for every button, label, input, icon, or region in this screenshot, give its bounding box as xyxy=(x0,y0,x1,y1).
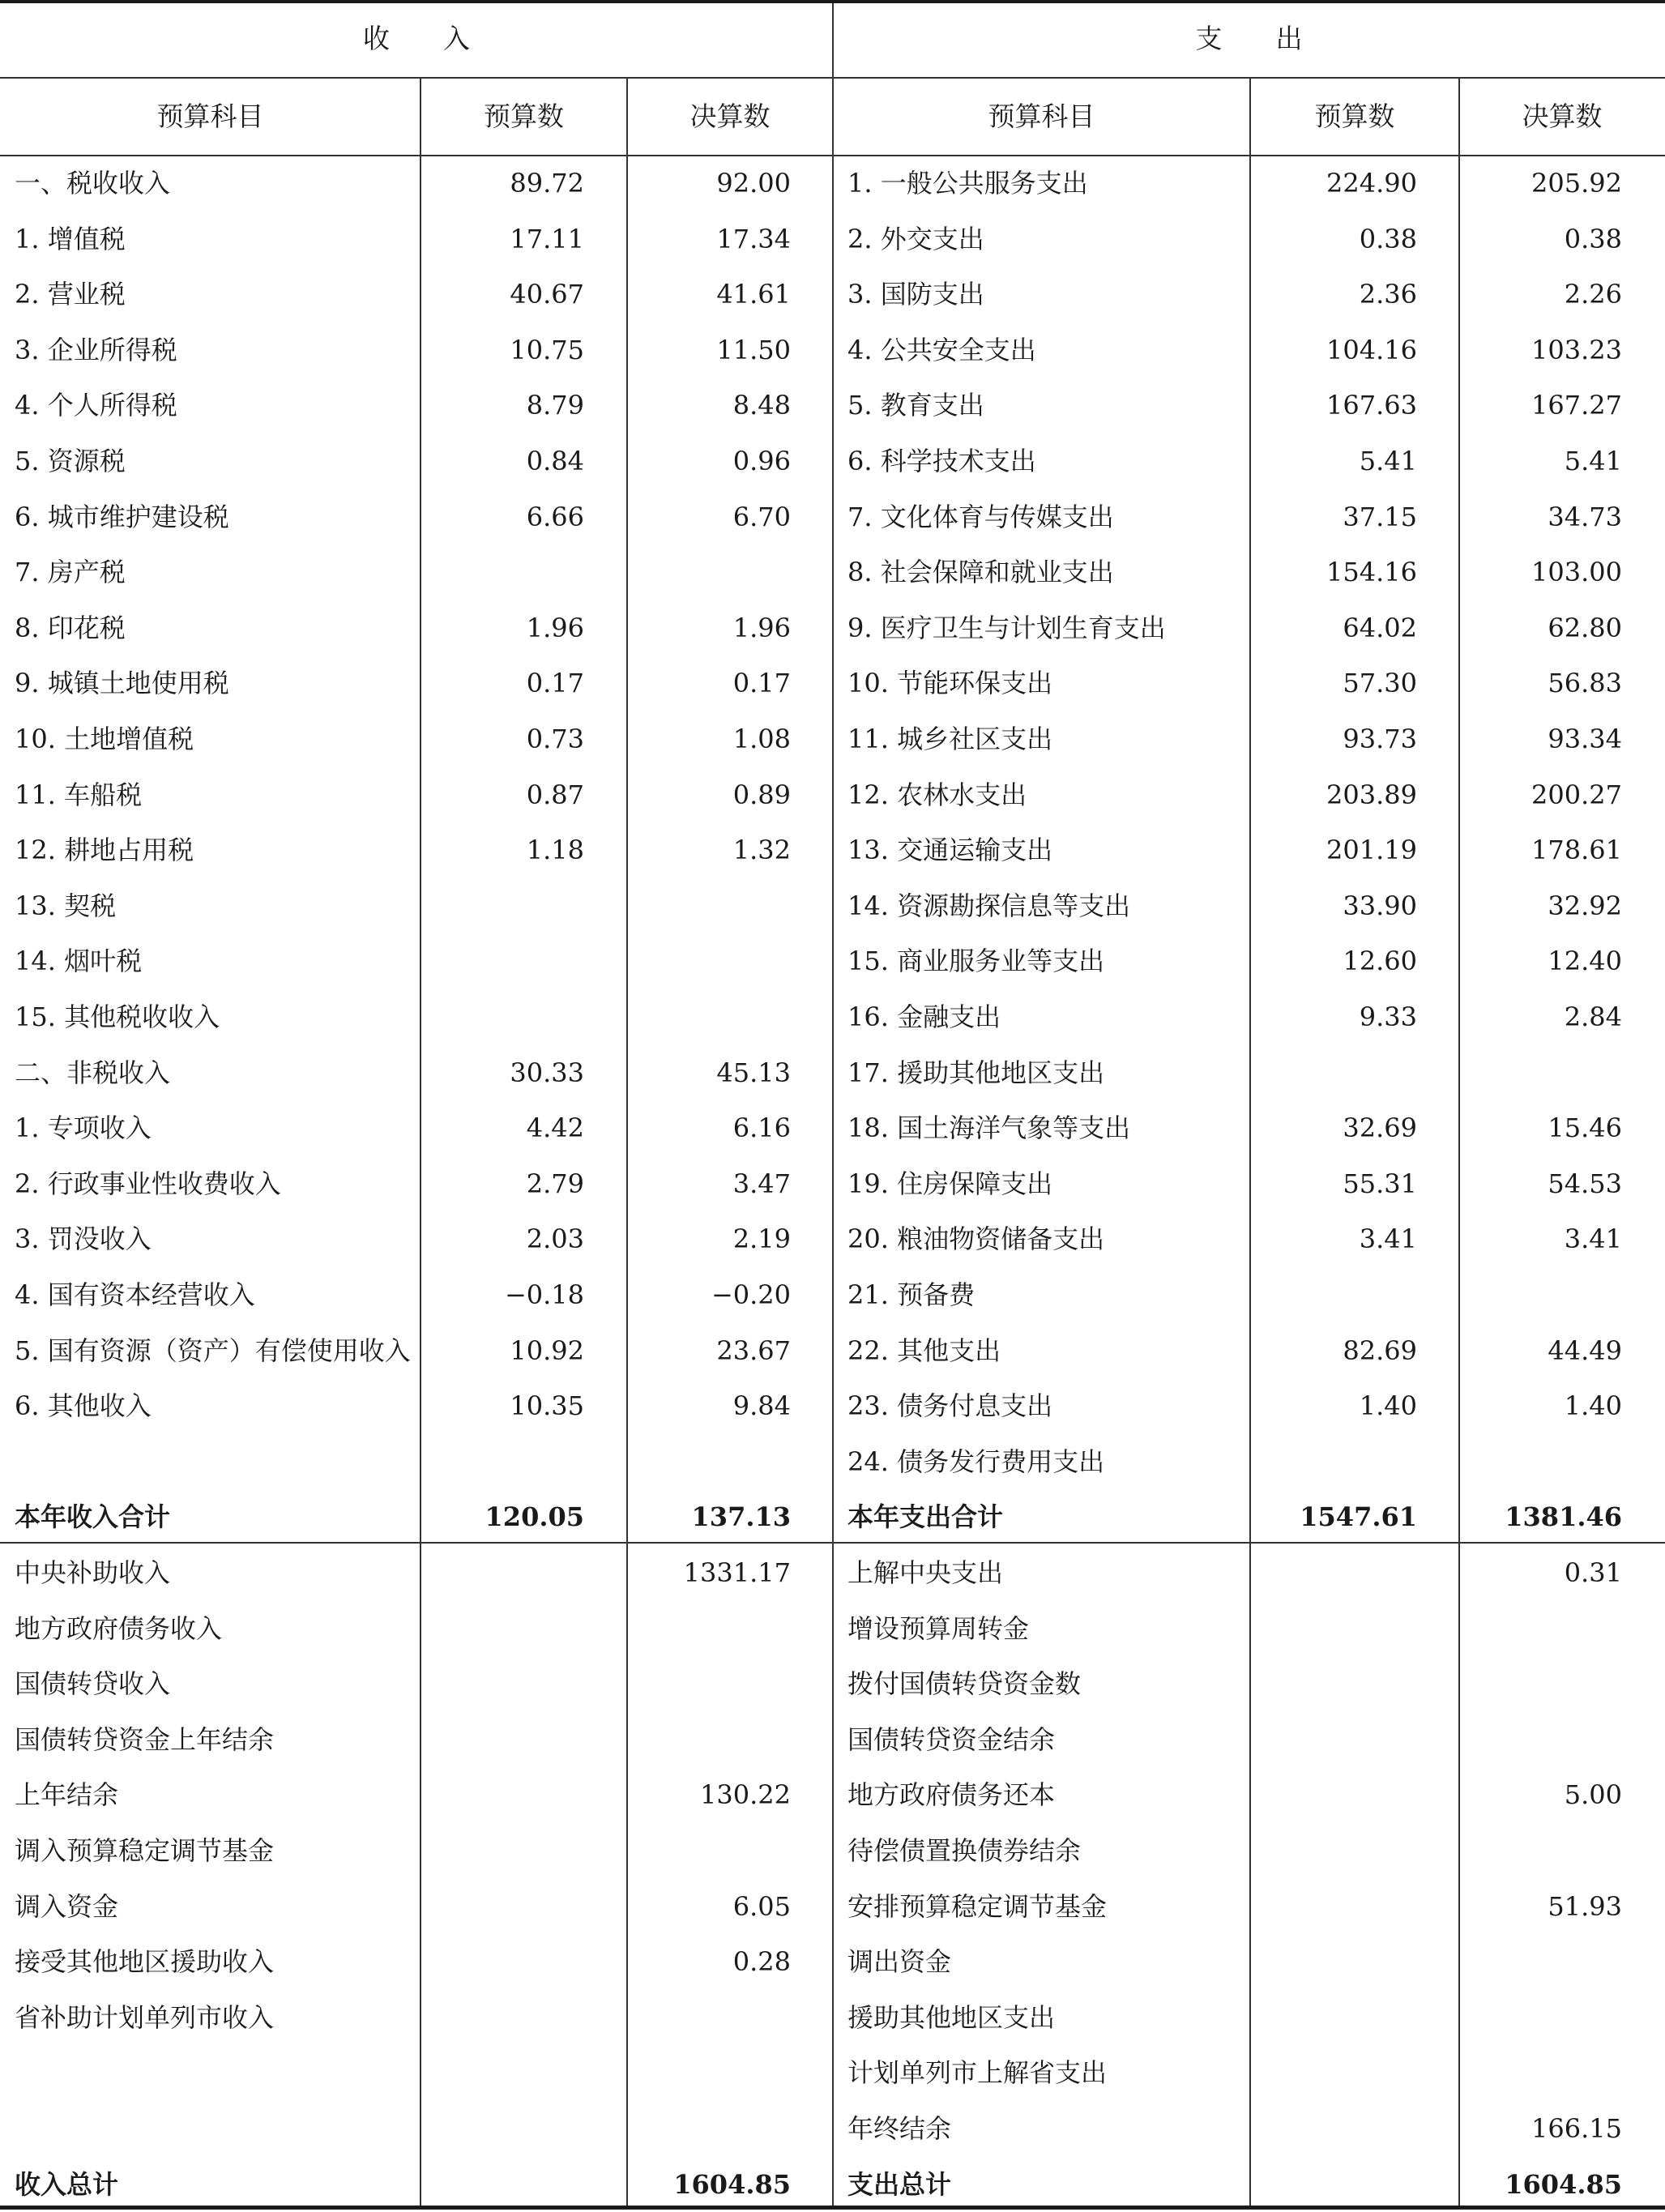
expense-final-cell: 32.92 xyxy=(1548,890,1622,921)
expense-budget-cell: 2.36 xyxy=(1359,279,1417,310)
expense-final-cell xyxy=(1459,1712,1622,1767)
expense-budget-cell: 9.33 xyxy=(1359,1001,1417,1032)
expense-item-cell: 援助其他地区支出 xyxy=(847,2001,1056,2033)
expense-item-cell: 11. 城乡社区支出 xyxy=(847,724,1053,754)
expense-item-cell: 计划单列市上解省支出 xyxy=(847,2057,1108,2089)
expense-budget-cell xyxy=(1250,1601,1417,1656)
expense-item-cell: 4. 公共安全支出 xyxy=(847,334,1036,365)
income-final-cell: 6.05 xyxy=(732,1890,791,1922)
income-item-cell: 8. 印花税 xyxy=(15,612,126,643)
income-item-cell: 4. 个人所得税 xyxy=(15,390,177,421)
expense-budget-cell xyxy=(1250,1934,1417,1989)
expense-final-cell: 15.46 xyxy=(1548,1112,1622,1144)
income-final-cell: 92.00 xyxy=(716,168,791,199)
expense-final-cell: 167.27 xyxy=(1531,390,1622,421)
expense-item-cell: 拨付国债转贷资金数 xyxy=(847,1668,1082,1700)
income-item-cell: 2. 营业税 xyxy=(15,279,126,310)
income-item-cell: 调入资金 xyxy=(15,1890,119,1922)
expense-item-cell: 23. 债务付息支出 xyxy=(847,1390,1053,1422)
income-final-cell xyxy=(627,1434,791,1489)
income-budget-cell xyxy=(421,544,584,600)
income-item-cell xyxy=(15,2101,416,2156)
income-final-cell: 23.67 xyxy=(716,1334,791,1366)
expense-item-cell: 安排预算稳定调节基金 xyxy=(847,1890,1108,1922)
income-budget-cell: 0.84 xyxy=(526,446,584,476)
income-budget-cell xyxy=(421,1434,584,1489)
income-item-cell: 7. 房产税 xyxy=(15,557,126,588)
income-budget-cell: 1.96 xyxy=(526,612,584,643)
expense-final-cell: 93.34 xyxy=(1548,724,1622,754)
income-item-cell: 二、非税收入 xyxy=(15,1057,171,1088)
table-bottom-rule xyxy=(0,2206,1665,2210)
income-item-cell: 6. 城市维护建设税 xyxy=(15,501,229,532)
expense-budget-cell: 1547.61 xyxy=(1300,1501,1417,1533)
expense-item-cell: 21. 预备费 xyxy=(847,1279,976,1310)
income-budget-cell: 17.11 xyxy=(510,223,584,254)
income-budget-cell: 40.67 xyxy=(510,279,584,310)
income-item-cell xyxy=(15,1434,416,1489)
expense-budget-cell xyxy=(1250,1823,1417,1878)
income-budget-cell: −0.18 xyxy=(504,1279,584,1310)
expense-final-cell: 44.49 xyxy=(1548,1334,1622,1366)
income-item-cell: 上年结余 xyxy=(15,1779,119,1811)
income-budget-cell: 6.66 xyxy=(526,501,584,532)
expense-budget-cell: 154.16 xyxy=(1326,557,1417,588)
income-item-cell: 15. 其他税收收入 xyxy=(15,1001,220,1032)
expense-item-cell: 24. 债务发行费用支出 xyxy=(847,1445,1105,1477)
expense-item-cell: 13. 交通运输支出 xyxy=(847,835,1053,866)
income-final-cell xyxy=(627,878,791,933)
income-final-cell: 1.08 xyxy=(732,724,791,754)
income-item-cell: 11. 车船税 xyxy=(15,779,143,810)
expense-budget-cell: 3.41 xyxy=(1359,1223,1417,1255)
income-budget-cell: 4.42 xyxy=(526,1112,584,1144)
expense-item-cell: 22. 其他支出 xyxy=(847,1334,1001,1366)
income-item-cell: 12. 耕地占用税 xyxy=(15,835,194,866)
expense-budget-cell: 1.40 xyxy=(1359,1390,1417,1422)
income-final-cell: 9.84 xyxy=(732,1390,791,1422)
income-final-cell: 1331.17 xyxy=(683,1557,791,1588)
expense-budget-cell xyxy=(1250,1879,1417,1934)
expense-budget-cell xyxy=(1250,1656,1417,1711)
expense-budget-cell: 104.16 xyxy=(1326,334,1417,365)
income-budget-cell xyxy=(421,1823,584,1878)
expense-final-cell xyxy=(1459,1656,1622,1711)
expense-section-header: 支 出 xyxy=(1195,23,1303,54)
income-final-header: 决算数 xyxy=(689,100,771,132)
expense-item-cell: 20. 粮油物资储备支出 xyxy=(847,1223,1105,1255)
expense-budget-cell: 64.02 xyxy=(1343,612,1417,643)
expense-final-cell: 166.15 xyxy=(1531,2113,1622,2144)
income-item-cell: 5. 国有资源（资产）有偿使用收入 xyxy=(15,1334,411,1366)
income-final-cell: 6.16 xyxy=(732,1112,791,1144)
expense-budget-cell: 5.41 xyxy=(1359,446,1417,476)
income-budget-cell: 2.03 xyxy=(526,1223,584,1255)
income-budget-cell xyxy=(421,1767,584,1822)
expense-final-cell xyxy=(1459,2045,1622,2100)
income-item-cell: 3. 企业所得税 xyxy=(15,334,177,365)
expense-item-cell: 待偿债置换债券结余 xyxy=(847,1835,1082,1866)
income-final-cell: 41.61 xyxy=(716,279,791,310)
income-final-cell xyxy=(627,1601,791,1656)
expense-budget-cell: 167.63 xyxy=(1326,390,1417,421)
income-section-header: 收 入 xyxy=(363,23,470,54)
income-budget-cell xyxy=(421,989,584,1044)
expense-final-cell: 1604.85 xyxy=(1505,2168,1622,2200)
expense-item-cell: 本年支出合计 xyxy=(847,1501,1004,1533)
income-item-cell: 14. 烟叶税 xyxy=(15,946,143,977)
expense-item-cell: 9. 医疗卫生与计划生育支出 xyxy=(847,612,1166,643)
expense-final-cell: 2.26 xyxy=(1564,279,1622,310)
income-item-cell: 接受其他地区援助收入 xyxy=(15,1946,275,1978)
expense-budget-cell: 55.31 xyxy=(1343,1168,1417,1199)
income-final-cell xyxy=(627,1656,791,1711)
expense-final-cell: 1381.46 xyxy=(1505,1501,1622,1533)
expense-item-cell: 1. 一般公共服务支出 xyxy=(847,168,1088,199)
income-item-cell: 5. 资源税 xyxy=(15,446,126,476)
expense-final-cell: 5.00 xyxy=(1564,1779,1622,1811)
income-budget-cell: 1.18 xyxy=(526,835,584,866)
income-item-cell: 国债转贷收入 xyxy=(15,1668,171,1700)
income-item-cell: 4. 国有资本经营收入 xyxy=(15,1279,255,1310)
income-budget-cell xyxy=(421,1601,584,1656)
income-item-cell: 一、税收收入 xyxy=(15,168,171,199)
income-final-cell: 0.89 xyxy=(732,779,791,810)
income-item-cell: 13. 契税 xyxy=(15,890,117,921)
income-item-cell: 10. 土地增值税 xyxy=(15,724,194,754)
expense-item-cell: 5. 教育支出 xyxy=(847,390,984,421)
expense-final-cell: 56.83 xyxy=(1548,668,1622,699)
expense-final-cell xyxy=(1459,1434,1622,1489)
expense-budget-cell xyxy=(1250,1267,1417,1322)
income-budget-cell xyxy=(421,2101,584,2156)
income-final-cell: 0.96 xyxy=(732,446,791,476)
expense-item-cell: 3. 国防支出 xyxy=(847,279,984,310)
expense-budget-cell: 32.69 xyxy=(1343,1112,1417,1144)
income-final-cell: 3.47 xyxy=(732,1168,791,1199)
expense-budget-cell xyxy=(1250,2157,1417,2212)
income-budget-cell xyxy=(421,2157,584,2212)
expense-final-cell: 103.00 xyxy=(1531,557,1622,588)
income-budget-cell: 10.75 xyxy=(510,334,584,365)
expense-budget-cell: 12.60 xyxy=(1343,946,1417,977)
expense-item-cell: 增设预算周转金 xyxy=(847,1612,1030,1644)
expense-budget-cell xyxy=(1250,1545,1417,1600)
expense-item-cell: 8. 社会保障和就业支出 xyxy=(847,557,1114,588)
expense-budget-cell: 224.90 xyxy=(1326,168,1417,199)
expense-item-cell: 18. 国土海洋气象等支出 xyxy=(847,1112,1131,1144)
expense-budget-cell xyxy=(1250,1045,1417,1100)
expense-item-cell: 10. 节能环保支出 xyxy=(847,668,1053,699)
income-item-cell: 3. 罚没收入 xyxy=(15,1223,152,1255)
income-final-cell: 1.32 xyxy=(732,835,791,866)
income-final-cell: 130.22 xyxy=(700,1779,791,1811)
expense-budget-cell: 201.19 xyxy=(1326,835,1417,866)
income-final-cell xyxy=(627,2101,791,2156)
income-final-cell: 17.34 xyxy=(716,223,791,254)
expense-final-cell: 12.40 xyxy=(1548,946,1622,977)
income-item-cell: 1. 增值税 xyxy=(15,223,126,254)
income-budget-cell xyxy=(421,1656,584,1711)
income-item-cell: 省补助计划单列市收入 xyxy=(15,2001,275,2033)
income-final-cell: 45.13 xyxy=(716,1057,791,1088)
expense-final-cell: 1.40 xyxy=(1564,1390,1622,1422)
income-item-cell: 本年收入合计 xyxy=(15,1501,171,1533)
expense-final-cell: 34.73 xyxy=(1548,501,1622,532)
income-final-cell xyxy=(627,989,791,1044)
expense-final-cell: 0.31 xyxy=(1564,1557,1622,1588)
expense-budget-cell xyxy=(1250,1712,1417,1767)
expense-budget-cell xyxy=(1250,1990,1417,2045)
expense-final-cell xyxy=(1459,1045,1622,1100)
expense-item-cell: 国债转贷资金结余 xyxy=(847,1723,1056,1755)
expense-budget-cell xyxy=(1250,1767,1417,1822)
expense-item-cell: 上解中央支出 xyxy=(847,1557,1004,1588)
expense-final-cell: 51.93 xyxy=(1548,1890,1622,1922)
expense-item-cell: 17. 援助其他地区支出 xyxy=(847,1057,1105,1088)
expense-item-cell: 调出资金 xyxy=(847,1946,952,1978)
income-budget-cell: 0.17 xyxy=(526,668,584,699)
expense-final-cell: 200.27 xyxy=(1531,779,1622,810)
income-final-cell xyxy=(627,2045,791,2100)
income-final-cell xyxy=(627,1823,791,1878)
expense-budget-cell: 0.38 xyxy=(1359,223,1417,254)
expense-item-cell: 2. 外交支出 xyxy=(847,223,984,254)
income-budget-cell: 120.05 xyxy=(485,1501,584,1533)
income-budget-cell xyxy=(421,1879,584,1934)
income-budget-cell xyxy=(421,1934,584,1989)
income-item-cell: 6. 其他收入 xyxy=(15,1390,152,1422)
income-budget-cell: 89.72 xyxy=(510,168,584,199)
income-final-cell: 11.50 xyxy=(716,334,791,365)
expense-final-cell: 3.41 xyxy=(1564,1223,1622,1255)
expense-budget-cell xyxy=(1250,1434,1417,1489)
expense-budget-header: 预算数 xyxy=(1314,100,1395,132)
expense-item-cell: 12. 农林水支出 xyxy=(847,779,1027,810)
expense-budget-cell: 33.90 xyxy=(1343,890,1417,921)
income-item-cell: 调入预算稳定调节基金 xyxy=(15,1835,275,1866)
income-final-cell: 0.17 xyxy=(732,668,791,699)
income-final-cell xyxy=(627,933,791,989)
income-item-cell: 国债转贷资金上年结余 xyxy=(15,1723,275,1755)
income-final-cell: 6.70 xyxy=(732,501,791,532)
expense-final-cell: 205.92 xyxy=(1531,168,1622,199)
income-budget-cell xyxy=(421,878,584,933)
expense-final-cell: 5.41 xyxy=(1564,446,1622,476)
income-item-cell: 地方政府债务收入 xyxy=(15,1612,223,1644)
expense-item-cell: 6. 科学技术支出 xyxy=(847,446,1036,476)
expense-item-cell: 7. 文化体育与传媒支出 xyxy=(847,501,1114,532)
expense-final-cell: 103.23 xyxy=(1531,334,1622,365)
section-divider xyxy=(832,3,834,2206)
income-final-cell: 1604.85 xyxy=(673,2168,791,2200)
income-final-cell xyxy=(627,544,791,600)
income-final-cell xyxy=(627,1712,791,1767)
expense-final-cell: 62.80 xyxy=(1548,612,1622,643)
expense-final-cell xyxy=(1459,1934,1622,1989)
expense-item-cell: 支出总计 xyxy=(847,2168,952,2200)
income-budget-cell xyxy=(421,1545,584,1600)
income-item-header: 预算科目 xyxy=(156,100,264,132)
income-item-cell: 收入总计 xyxy=(15,2168,119,2200)
expense-budget-cell: 93.73 xyxy=(1343,724,1417,754)
expense-budget-cell xyxy=(1250,2045,1417,2100)
expense-item-header: 预算科目 xyxy=(988,100,1095,132)
income-item-cell: 中央补助收入 xyxy=(15,1557,171,1588)
expense-budget-cell: 203.89 xyxy=(1326,779,1417,810)
income-final-cell xyxy=(627,1990,791,2045)
expense-final-cell: 54.53 xyxy=(1548,1168,1622,1199)
expense-final-cell: 2.84 xyxy=(1564,1001,1622,1032)
income-item-cell: 2. 行政事业性收费收入 xyxy=(15,1168,281,1199)
income-final-cell: 1.96 xyxy=(732,612,791,643)
expense-budget-cell: 37.15 xyxy=(1343,501,1417,532)
expense-final-cell: 178.61 xyxy=(1531,835,1622,866)
expense-item-cell: 16. 金融支出 xyxy=(847,1001,1001,1032)
income-budget-cell xyxy=(421,933,584,989)
income-final-cell: 2.19 xyxy=(732,1223,791,1255)
income-budget-cell: 0.87 xyxy=(526,779,584,810)
income-budget-cell xyxy=(421,2045,584,2100)
expense-item-cell: 15. 商业服务业等支出 xyxy=(847,946,1105,977)
income-final-cell: 8.48 xyxy=(732,390,791,421)
expense-final-cell xyxy=(1459,1990,1622,2045)
income-final-cell: 137.13 xyxy=(691,1501,791,1533)
income-budget-cell: 0.73 xyxy=(526,724,584,754)
income-item-cell: 9. 城镇土地使用税 xyxy=(15,668,229,699)
income-budget-cell: 2.79 xyxy=(526,1168,584,1199)
expense-final-header: 决算数 xyxy=(1522,100,1603,132)
expense-item-cell: 年终结余 xyxy=(847,2113,952,2144)
income-budget-cell: 8.79 xyxy=(526,390,584,421)
income-item-cell xyxy=(15,2045,416,2100)
expense-budget-cell: 82.69 xyxy=(1343,1334,1417,1366)
expense-item-cell: 14. 资源勘探信息等支出 xyxy=(847,890,1131,921)
income-item-cell: 1. 专项收入 xyxy=(15,1112,152,1144)
income-budget-cell: 10.35 xyxy=(510,1390,584,1422)
expense-final-cell: 0.38 xyxy=(1564,223,1622,254)
income-final-cell: −0.20 xyxy=(711,1279,791,1310)
expense-budget-cell xyxy=(1250,2101,1417,2156)
income-budget-cell xyxy=(421,1990,584,2045)
income-budget-header: 预算数 xyxy=(484,100,564,132)
income-budget-cell: 10.92 xyxy=(510,1334,584,1366)
expense-final-cell xyxy=(1459,1267,1622,1322)
expense-final-cell xyxy=(1459,1601,1622,1656)
income-budget-cell xyxy=(421,1712,584,1767)
expense-budget-cell: 57.30 xyxy=(1343,668,1417,699)
income-budget-cell: 30.33 xyxy=(510,1057,584,1088)
expense-item-cell: 地方政府债务还本 xyxy=(847,1779,1056,1811)
expense-item-cell: 19. 住房保障支出 xyxy=(847,1168,1053,1199)
expense-final-cell xyxy=(1459,1823,1622,1878)
income-final-cell: 0.28 xyxy=(732,1946,791,1978)
